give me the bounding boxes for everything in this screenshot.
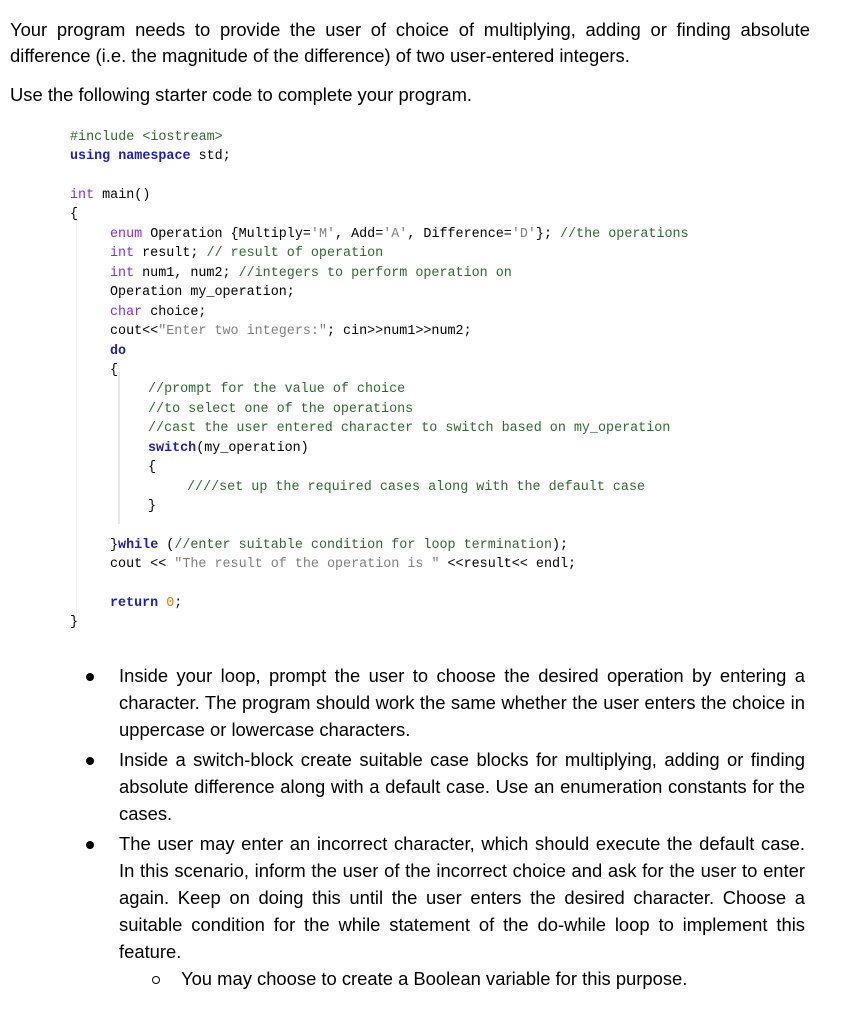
code-line: } [148, 499, 157, 514]
code-line: #include <iostream> [70, 130, 223, 145]
code-line: char choice; [110, 305, 207, 320]
code-line: { [110, 363, 119, 378]
bullet-dot-icon [86, 841, 94, 849]
code-line: switch(my_operation) [148, 441, 309, 456]
code-line: //cast the user entered character to switch based on my_operation [148, 421, 671, 436]
intro-paragraph-1: Your program needs to provide the user of choice of multiplying, adding or finding absolute difference (i.e. the magnitude of the difference) of two user-entered integers. [10, 19, 810, 66]
code-line: using namespace std; [70, 149, 231, 164]
hollow-bullet-icon [152, 976, 160, 984]
code-line: Operation my_operation; [110, 285, 295, 300]
list-item [0, 662, 805, 743]
list-item [0, 830, 805, 992]
code-indent-guide [118, 372, 120, 524]
code-line: int main() [70, 188, 151, 203]
code-line: ////set up the required cases along with the default case [187, 480, 646, 495]
code-line: int result; // result of operation [110, 246, 384, 261]
sub-list-item [119, 965, 805, 992]
code-line: enum Operation {Multiply='M', Add='A', Difference='D'}; //the operations [110, 227, 689, 242]
code-line: { [70, 207, 79, 222]
code-line: //to select one of the operations [148, 402, 414, 417]
code-line: cout<<"Enter two integers:"; cin>>num1>>num2; [110, 324, 472, 339]
code-indent-guide [76, 203, 77, 623]
code-line: //prompt for the value of choice [148, 382, 406, 397]
list-item [0, 746, 805, 827]
bullet-text: The user may enter an incorrect character, which should execute the default case. In this scenario, inform the user of the incorrect choice and ask for the user to enter again. Keep on doing this until the user enters the desired character. Choose a suitable condition for the while statement of the do-while loop to implement this feature. [119, 833, 805, 962]
bullet-dot-icon [86, 757, 94, 765]
sub-bullet-text: You may choose to create a Boolean variable for this purpose. [181, 968, 688, 989]
bullet-dot-icon [86, 673, 94, 681]
intro-paragraph-2: Use the following starter code to complete your program. [10, 84, 473, 105]
code-line: int num1, num2; //integers to perform operation on [110, 266, 512, 281]
bullet-text: Inside your loop, prompt the user to choose the desired operation by entering a character. The program should work the same whether the user enters the choice in uppercase or lowercase characters. [119, 665, 805, 740]
code-line: return 0; [110, 596, 183, 611]
code-line: do [110, 344, 127, 359]
requirements-list [0, 662, 849, 995]
bullet-text: Inside a switch-block create suitable case blocks for multiplying, adding or finding absolute difference along with a default case. Use an enumeration constants for the cases. [119, 749, 805, 824]
code-line: } [70, 615, 79, 630]
code-line: }while (//enter suitable condition for loop termination); [110, 538, 569, 553]
code-line: { [148, 460, 157, 475]
code-line: cout << "The result of the operation is " <<result<< endl; [110, 557, 577, 572]
